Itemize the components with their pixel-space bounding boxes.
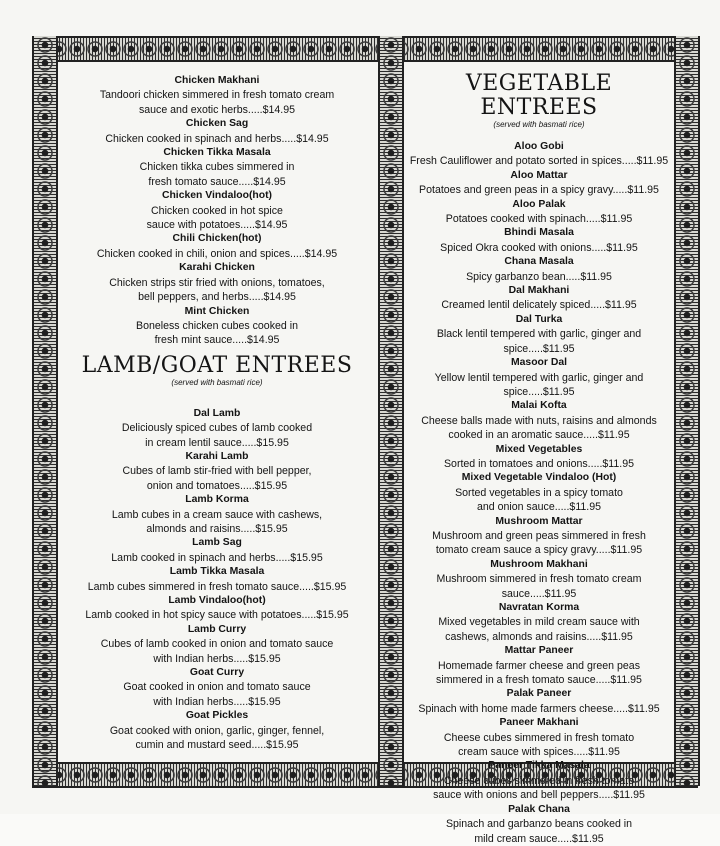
menu-item-description: cashews, almonds and raisins.....$11.95 <box>445 630 633 643</box>
menu-item-description: Potatoes cooked with spinach.....$11.95 <box>445 213 633 226</box>
menu-item-description: Spicy garbanzo bean.....$11.95 <box>466 270 612 283</box>
section-subtitle-vegetable: (served with basmati rice) <box>493 120 585 129</box>
menu-item-description: Goat cooked with onion, garlic, ginger, fennel, <box>109 724 325 737</box>
menu-item-name: Chili Chicken(hot) <box>172 233 262 245</box>
menu-item-description: Mushroom and green peas simmered in fresh <box>432 529 646 542</box>
menu-item-name: Mushroom Makhani <box>490 558 588 570</box>
menu-item-name: Goat Curry <box>189 667 245 679</box>
menu-item <box>60 232 374 261</box>
menu-item-description: Homemade farmer cheese and green peas <box>438 659 640 672</box>
menu-item-description: Potatoes and green peas in a spicy gravy.....$11.95 <box>419 184 659 197</box>
menu-item <box>60 565 374 594</box>
menu-item <box>406 313 672 356</box>
menu-item-name: Lamb Curry <box>187 623 247 635</box>
menu-item-description: Cheese cubes simmered in fresh tomato <box>443 731 635 744</box>
vegetable-items-list <box>406 140 672 846</box>
menu-item-name: Aloo Palak <box>512 198 566 210</box>
menu-item-description: Cheese cubes simmered in fresh tomato <box>443 774 635 787</box>
menu-item-name: Chana Masala <box>504 256 574 268</box>
menu-item <box>406 759 672 802</box>
section-title-vegetable: VEGETABLE ENTREES <box>465 71 613 120</box>
menu-item-description: Goat cooked in onion and tomato sauce <box>123 681 311 694</box>
menu-item <box>60 666 374 709</box>
ornamental-border-right <box>674 36 700 786</box>
menu-item-name: Mint Chicken <box>184 305 250 317</box>
menu-item <box>406 558 672 601</box>
menu-item-name: Mushroom Mattar <box>495 515 583 527</box>
menu-item-description: spice.....$11.95 <box>503 385 575 398</box>
menu-item-description: cumin and mustard seed.....$15.95 <box>135 739 299 752</box>
menu-item-description: Lamb cubes simmered in fresh tomato sauce.....$15.95 <box>87 580 347 593</box>
ornamental-border-top <box>32 36 698 62</box>
menu-item-name: Paneer Tikka Masala <box>488 760 590 772</box>
menu-item-name: Lamb Tikka Masala <box>169 566 265 578</box>
menu-item <box>60 450 374 493</box>
menu-item-description: sauce with potatoes.....$14.95 <box>146 219 288 232</box>
menu-item-name: Goat Pickles <box>185 710 249 722</box>
menu-item-description: Chicken cooked in chili, onion and spices.....$14.95 <box>96 247 338 260</box>
menu-item-description: Lamb cooked in hot spicy sauce with potatoes.....$15.95 <box>85 609 349 622</box>
right-menu-column <box>406 72 672 846</box>
menu-item-description: Mixed vegetables in mild cream sauce with <box>438 616 640 629</box>
menu-item <box>60 305 374 348</box>
menu-item-name: Lamb Vindaloo(hot) <box>168 595 266 606</box>
menu-item-name: Mixed Vegetable Vindaloo (Hot) <box>461 472 617 484</box>
menu-item <box>406 198 672 227</box>
menu-item-description: tomato cream sauce a spicy gravy.....$11.95 <box>435 544 643 557</box>
menu-item-description: Sorted vegetables in a spicy tomato <box>455 486 623 499</box>
menu-item-name: Chicken Sag <box>185 118 249 130</box>
menu-item-name: Mattar Paneer <box>504 645 574 657</box>
menu-item <box>406 601 672 644</box>
menu-item <box>406 226 672 255</box>
chicken-items-list <box>60 74 374 348</box>
menu-item-description: Yellow lentil tempered with garlic, ginger and <box>434 371 644 384</box>
menu-item-description: fresh mint sauce.....$14.95 <box>154 334 280 347</box>
menu-item-name: Lamb Korma <box>185 494 249 506</box>
menu-item-name: Karahi Chicken <box>179 262 255 274</box>
ornamental-border-middle <box>378 36 404 786</box>
menu-item-name: Chicken Vindaloo(hot) <box>161 190 273 202</box>
menu-item-description: and onion sauce.....$11.95 <box>476 501 602 514</box>
menu-item-name: Chicken Tikka Masala <box>163 147 271 159</box>
section-subtitle-lamb-goat: (served with basmati rice) <box>171 377 263 387</box>
menu-item <box>406 644 672 687</box>
menu-item-name: Aloo Mattar <box>510 169 568 181</box>
menu-item <box>406 515 672 558</box>
menu-item <box>60 594 374 623</box>
menu-item <box>60 536 374 565</box>
menu-item-description: Chicken tikka cubes simmered in <box>139 161 295 174</box>
menu-item-description: Boneless chicken cubes cooked in <box>136 319 298 332</box>
menu-item-name: Lamb Sag <box>192 537 242 549</box>
menu-item-name: Dal Lamb <box>193 407 241 419</box>
menu-item-description: cooked in an aromatic sauce.....$11.95 <box>448 429 630 442</box>
lamb-goat-section-header <box>60 354 374 388</box>
menu-item-description: Mushroom simmered in fresh tomato cream <box>436 573 642 586</box>
menu-item <box>406 255 672 284</box>
menu-item <box>60 261 374 304</box>
menu-item-name: Dal Makhani <box>508 285 570 297</box>
menu-item-name: Palak Chana <box>508 803 570 815</box>
menu-item-description: simmered in a fresh tomato sauce.....$11.95 <box>436 674 642 687</box>
menu-item-description: in cream lentil sauce.....$15.95 <box>145 436 289 449</box>
menu-item-description: sauce and exotic herbs.....$14.95 <box>138 103 296 116</box>
menu-item <box>60 709 374 752</box>
menu-item-description: Sorted in tomatoes and onions.....$11.95 <box>443 457 635 470</box>
menu-item <box>406 284 672 313</box>
menu-item <box>406 443 672 472</box>
menu-item-description: onion and tomatoes.....$15.95 <box>146 479 288 492</box>
menu-item-description: spice.....$11.95 <box>503 342 575 355</box>
menu-item-description: mild cream sauce.....$11.95 <box>474 832 604 845</box>
menu-item <box>406 803 672 846</box>
menu-item-description: Spinach and garbanzo beans cooked in <box>445 818 633 831</box>
menu-item-description: Lamb cubes in a cream sauce with cashews, <box>111 508 323 521</box>
menu-item-name: Chicken Makhani <box>174 75 260 86</box>
menu-item-name: Dal Turka <box>515 313 563 325</box>
menu-item-description: Spinach with home made farmers cheese.....$11.95 <box>418 702 660 715</box>
menu-item <box>406 140 672 169</box>
menu-item-name: Navratan Korma <box>498 602 580 613</box>
menu-item <box>406 687 672 716</box>
left-menu-column <box>60 74 374 752</box>
vegetable-section-header <box>406 72 672 130</box>
menu-item <box>406 356 672 399</box>
menu-item <box>406 169 672 198</box>
menu-item-description: sauce.....$11.95 <box>501 587 577 600</box>
menu-item <box>60 146 374 189</box>
menu-item <box>406 716 672 759</box>
menu-item <box>60 623 374 666</box>
menu-item-description: sauce with onions and bell peppers.....$11.95 <box>433 789 645 802</box>
ornamental-border-left <box>32 36 58 786</box>
menu-item-description: Cubes of lamb cooked in onion and tomato sauce <box>100 638 334 651</box>
menu-item-description: with Indian herbs.....$15.95 <box>153 652 281 665</box>
menu-item-description: Chicken cooked in hot spice <box>151 204 283 217</box>
menu-item-name: Karahi Lamb <box>185 450 249 462</box>
menu-item-description: Spiced Okra cooked with onions.....$11.95 <box>440 241 638 254</box>
menu-item-description: bell peppers, and herbs.....$14.95 <box>138 291 296 304</box>
menu-item <box>406 399 672 442</box>
menu-item-description: Fresh Cauliflower and potato sorted in spices.....$11.95 <box>409 155 669 168</box>
menu-item-description: Creamed lentil delicately spiced.....$11.95 <box>441 299 637 312</box>
menu-item-description: almonds and raisins.....$15.95 <box>146 522 288 535</box>
menu-item-description: Tandoori chicken simmered in fresh tomato cream <box>99 89 335 102</box>
menu-item <box>60 493 374 536</box>
menu-item-name: Aloo Gobi <box>514 141 564 152</box>
menu-item-name: Masoor Dal <box>510 357 567 369</box>
menu-item-description: Lamb cooked in spinach and herbs.....$15.95 <box>111 551 323 564</box>
menu-item-name: Palak Paneer <box>506 688 572 700</box>
menu-item-description: cream sauce with spices.....$11.95 <box>458 746 620 759</box>
menu-item-description: Chicken strips stir fried with onions, tomatoes, <box>109 276 325 289</box>
menu-item <box>60 74 374 117</box>
menu-item-name: Malai Kofta <box>511 400 567 412</box>
menu-item <box>60 117 374 146</box>
menu-item-description: fresh tomato sauce.....$14.95 <box>148 175 286 188</box>
menu-item <box>60 189 374 232</box>
menu-item-description: Cubes of lamb stir-fried with bell pepper, <box>122 465 312 478</box>
menu-item-name: Paneer Makhani <box>499 717 579 729</box>
menu-item-description: with Indian herbs.....$15.95 <box>153 695 281 708</box>
menu-item-name: Mixed Vegetables <box>495 443 583 455</box>
menu-item <box>406 471 672 514</box>
menu-item-description: Deliciously spiced cubes of lamb cooked <box>121 422 313 435</box>
menu-item-name: Bhindi Masala <box>504 227 574 239</box>
menu-item-description: Chicken cooked in spinach and herbs.....$14.95 <box>105 132 329 145</box>
section-title-lamb-goat: LAMB/GOAT ENTREES <box>81 352 353 378</box>
menu-item <box>60 407 374 450</box>
lamb-goat-items-list <box>60 407 374 753</box>
menu-item-description: Cheese balls made with nuts, raisins and almonds <box>421 414 657 427</box>
menu-item-description: Black lentil tempered with garlic, ginger and <box>436 328 642 341</box>
